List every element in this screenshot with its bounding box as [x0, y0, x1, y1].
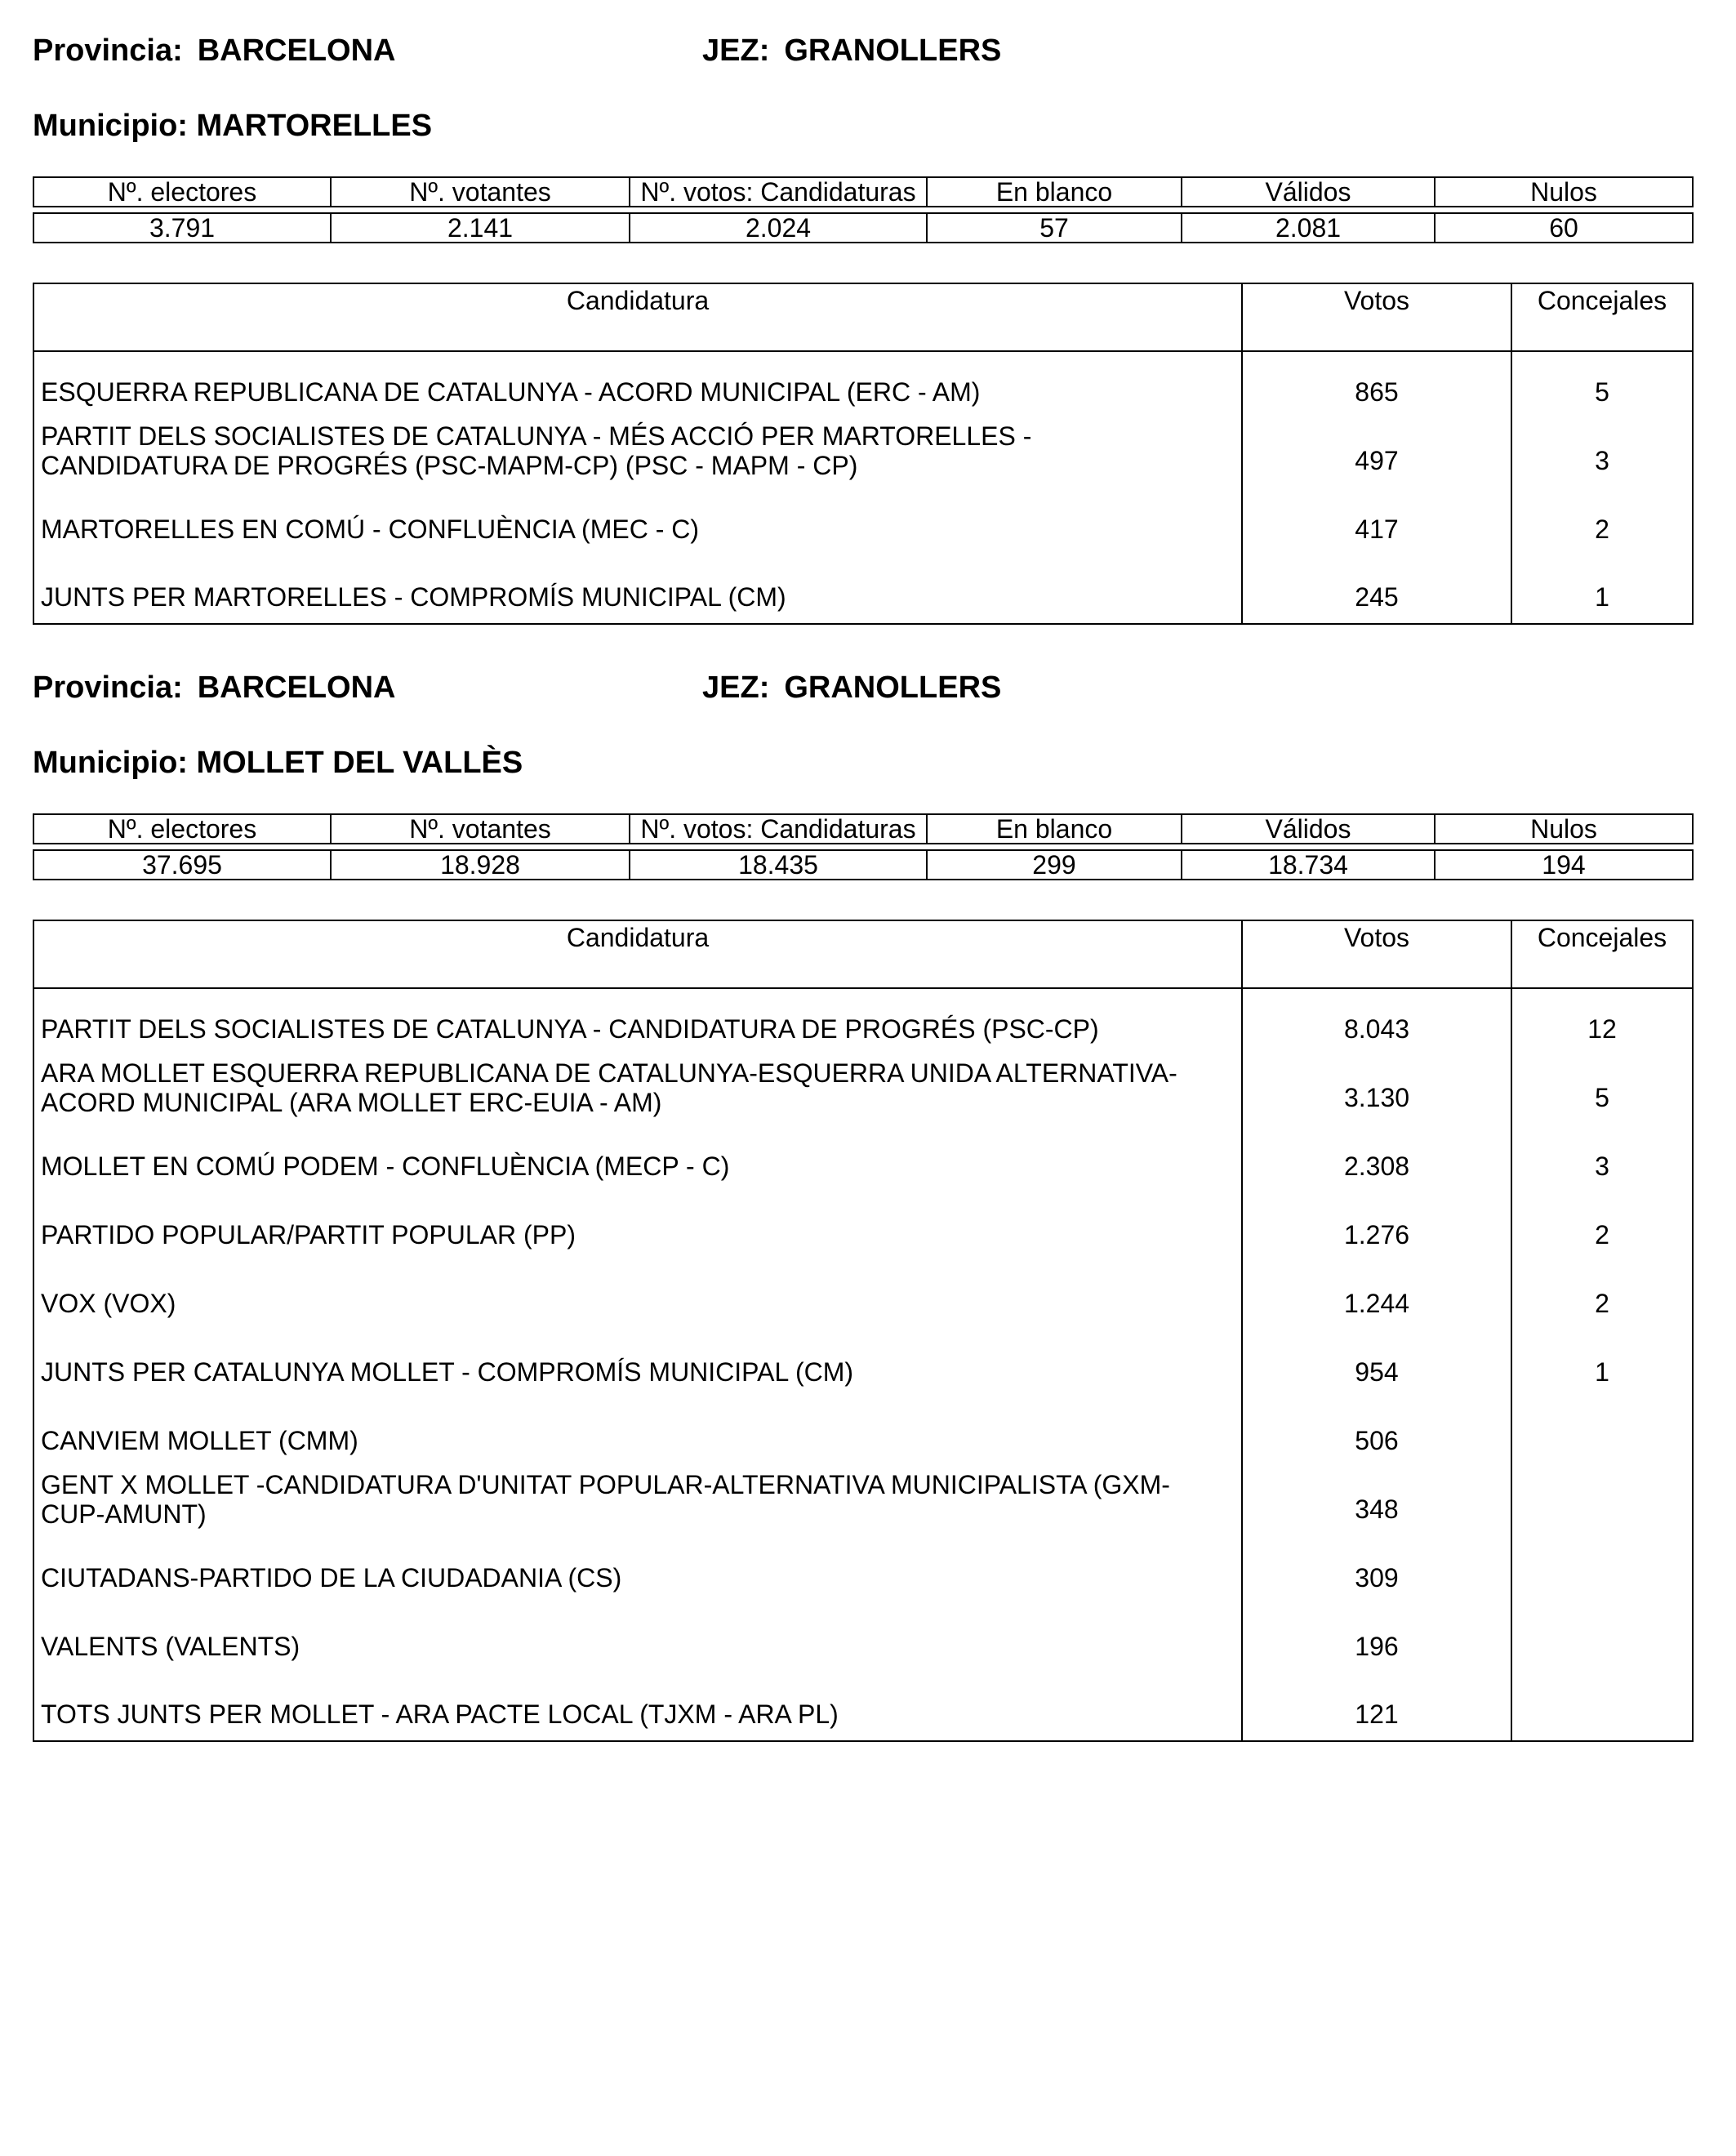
candidatura-name: PARTIT DELS SOCIALISTES DE CATALUNYA - MÉS ACCIÓ PER MARTORELLES - CANDIDATURA DE PROGRÉS (PSC-MAPM-CP) (PSC - MAPM - CP): [33, 418, 1242, 487]
jez-heading: JEZ: GRANOLLERS: [702, 670, 1002, 705]
jez-heading: JEZ: GRANOLLERS: [702, 33, 1002, 68]
stats-value-cell: 299: [927, 850, 1182, 880]
candidatura-name: VOX (VOX): [33, 1261, 1242, 1330]
stats-header-cell: Nº. votantes: [331, 177, 630, 207]
concejales-value: [1511, 1535, 1693, 1604]
stats-value-cell: 57: [927, 213, 1182, 243]
stats-value-row: [33, 213, 1693, 243]
candidaturas-table: [33, 920, 1694, 1742]
votos-value: 497: [1242, 418, 1511, 487]
concejales-value: 1: [1595, 582, 1609, 612]
table-row: [33, 1330, 1693, 1398]
candidaturas-header-row: [33, 283, 1693, 351]
table-row: [33, 1055, 1693, 1124]
concejales-value: 2: [1595, 1220, 1609, 1250]
stats-value-cell: 37.695: [33, 850, 331, 880]
votos-header: Votos: [1242, 920, 1511, 988]
votos-value: 506: [1242, 1398, 1511, 1467]
table-row: [33, 1604, 1693, 1673]
candidatura-header: Candidatura: [33, 920, 1242, 988]
table-row: [33, 988, 1693, 1055]
candidaturas-table: [33, 283, 1694, 625]
concejales-value: [1511, 1604, 1693, 1673]
candidatura-name: CANVIEM MOLLET (CMM): [33, 1398, 1242, 1467]
stats-value-cell: 194: [1435, 850, 1693, 880]
stats-header-cell: Nulos: [1435, 177, 1693, 207]
stats-table: [33, 813, 1694, 880]
concejales-header: Concejales: [1511, 283, 1693, 351]
candidatura-name: CIUTADANS-PARTIDO DE LA CIUDADANIA (CS): [33, 1535, 1242, 1604]
stats-value-cell: 18.734: [1182, 850, 1435, 880]
concejales-header: Concejales: [1511, 920, 1693, 988]
stats-header-cell: Nº. votos: Candidaturas: [630, 814, 927, 844]
votos-value: 348: [1242, 1467, 1511, 1535]
concejales-value: 1: [1595, 1357, 1609, 1387]
table-row: [33, 1192, 1693, 1261]
votos-value: 8.043: [1242, 988, 1511, 1055]
table-row: [33, 1124, 1693, 1192]
candidatura-name: JUNTS PER MARTORELLES - COMPROMÍS MUNICIPAL (CM): [33, 555, 1242, 624]
stats-value-cell: 3.791: [33, 213, 331, 243]
concejales-value: 12: [1587, 1014, 1617, 1044]
stats-header-row: [33, 177, 1693, 207]
votos-value: 1.244: [1242, 1261, 1511, 1330]
votos-value: 309: [1242, 1535, 1511, 1604]
candidatura-name: PARTIDO POPULAR/PARTIT POPULAR (PP): [33, 1192, 1242, 1261]
stats-value-cell: 2.024: [630, 213, 927, 243]
table-row: [33, 555, 1693, 624]
candidatura-name: PARTIT DELS SOCIALISTES DE CATALUNYA - CANDIDATURA DE PROGRÉS (PSC-CP): [33, 988, 1242, 1055]
stats-value-cell: 18.435: [630, 850, 927, 880]
candidatura-header: Candidatura: [33, 283, 1242, 351]
provincia-heading: Provincia: BARCELONA: [33, 33, 396, 68]
table-row: [33, 1261, 1693, 1330]
stats-header-cell: En blanco: [927, 814, 1182, 844]
municipio-heading: Municipio: MARTORELLES: [33, 109, 433, 143]
stats-header-cell: Nº. votantes: [331, 814, 630, 844]
stats-header-cell: En blanco: [927, 177, 1182, 207]
table-row: [33, 487, 1693, 555]
table-row: [33, 418, 1693, 487]
stats-header-cell: Nº. electores: [33, 814, 331, 844]
candidatura-name: VALENTS (VALENTS): [33, 1604, 1242, 1673]
concejales-value: [1511, 1398, 1693, 1467]
stats-header-cell: Válidos: [1182, 177, 1435, 207]
votos-header: Votos: [1242, 283, 1511, 351]
candidatura-name: ARA MOLLET ESQUERRA REPUBLICANA DE CATALUNYA-ESQUERRA UNIDA ALTERNATIVA-ACORD MUNICIPAL (ARA MOLLET ERC-EUIA - AM): [33, 1055, 1242, 1124]
table-row: [33, 1673, 1693, 1741]
votos-value: 3.130: [1242, 1055, 1511, 1124]
concejales-value: [1511, 1673, 1693, 1741]
municipio-heading: Municipio: MOLLET DEL VALLÈS: [33, 746, 523, 780]
votos-value: 865: [1242, 351, 1511, 418]
stats-header-cell: Válidos: [1182, 814, 1435, 844]
stats-value-cell: 2.081: [1182, 213, 1435, 243]
table-row: [33, 1467, 1693, 1535]
table-row: [33, 1398, 1693, 1467]
votos-value: 196: [1242, 1604, 1511, 1673]
concejales-value: 2: [1595, 1289, 1609, 1318]
candidatura-name: TOTS JUNTS PER MOLLET - ARA PACTE LOCAL (TJXM - ARA PL): [33, 1673, 1242, 1741]
concejales-value: 5: [1595, 377, 1609, 407]
concejales-value: 5: [1595, 1083, 1609, 1112]
candidaturas-header-row: [33, 920, 1693, 988]
stats-header-cell: Nº. electores: [33, 177, 331, 207]
votos-value: 245: [1242, 555, 1511, 624]
votos-value: 1.276: [1242, 1192, 1511, 1261]
stats-header-cell: Nulos: [1435, 814, 1693, 844]
concejales-value: 3: [1595, 446, 1609, 475]
votos-value: 121: [1242, 1673, 1511, 1741]
table-row: [33, 1535, 1693, 1604]
table-row: [33, 351, 1693, 418]
concejales-value: [1511, 1467, 1693, 1535]
provincia-heading: Provincia: BARCELONA: [33, 670, 396, 705]
stats-value-cell: 2.141: [331, 213, 630, 243]
stats-header-row: [33, 814, 1693, 844]
concejales-value: 2: [1595, 514, 1609, 544]
candidatura-name: MARTORELLES EN COMÚ - CONFLUÈNCIA (MEC - C): [33, 487, 1242, 555]
concejales-value: 3: [1595, 1152, 1609, 1181]
candidatura-name: JUNTS PER CATALUNYA MOLLET - COMPROMÍS MUNICIPAL (CM): [33, 1330, 1242, 1398]
votos-value: 2.308: [1242, 1124, 1511, 1192]
candidatura-name: MOLLET EN COMÚ PODEM - CONFLUÈNCIA (MECP - C): [33, 1124, 1242, 1192]
candidatura-name: ESQUERRA REPUBLICANA DE CATALUNYA - ACORD MUNICIPAL (ERC - AM): [33, 351, 1242, 418]
votos-value: 417: [1242, 487, 1511, 555]
stats-value-cell: 18.928: [331, 850, 630, 880]
stats-table: [33, 176, 1694, 243]
votos-value: 954: [1242, 1330, 1511, 1398]
stats-header-cell: Nº. votos: Candidaturas: [630, 177, 927, 207]
stats-value-cell: 60: [1435, 213, 1693, 243]
stats-value-row: [33, 850, 1693, 880]
candidatura-name: GENT X MOLLET -CANDIDATURA D'UNITAT POPULAR-ALTERNATIVA MUNICIPALISTA (GXM-CUP-AMUNT): [33, 1467, 1242, 1535]
